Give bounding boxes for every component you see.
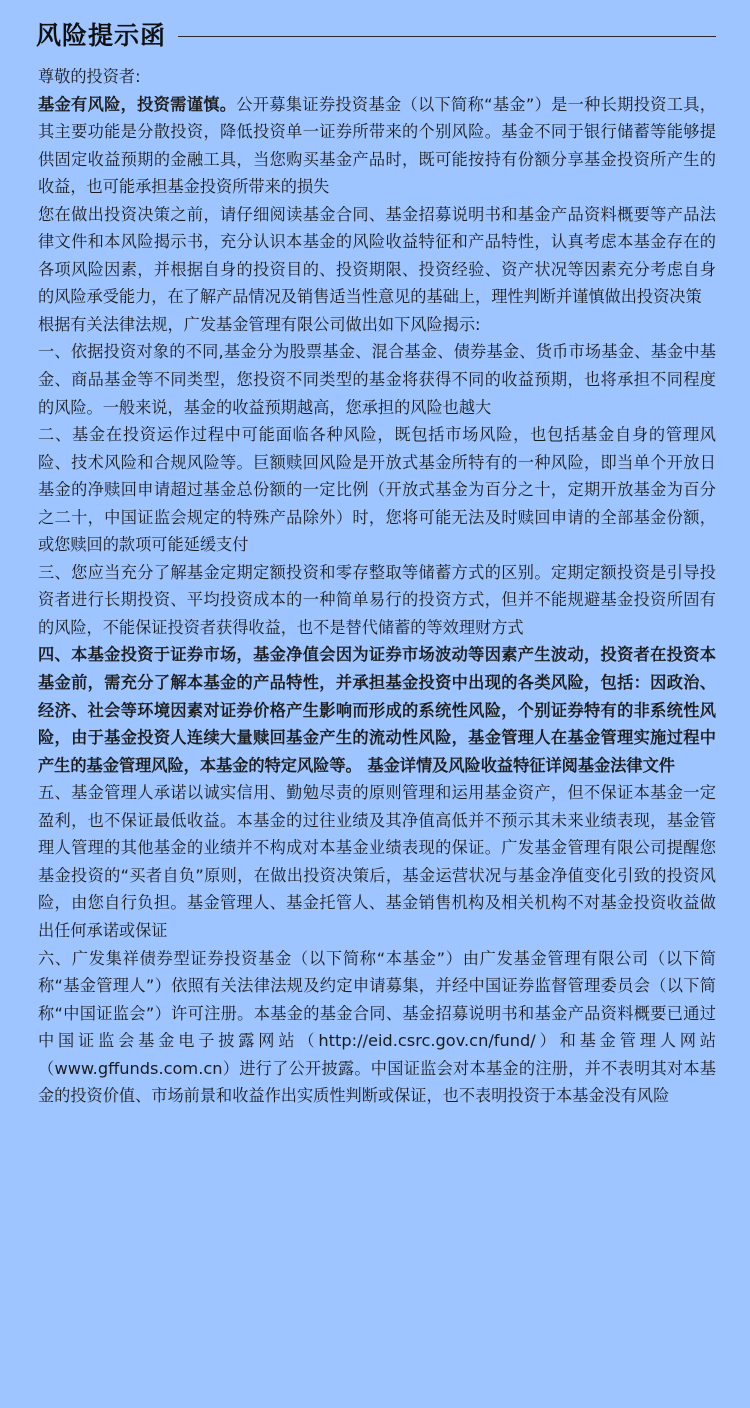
risk-item-4: 四、本基金投资于证券市场，基金净值会因为证券市场波动等因素产生波动，投资者在投资本基金前，需充分了解本基金的产品特性，并承担基金投资中出现的各类风险，包括：因政治、经济、社会等环境因素对证券价格产生影响而形成的系统性风险，个别证券特有的非系统性风险，由于基金投资人连续大量赎回基金产生的流动性风险，基金管理人在基金管理实施过程中产生的基金管理风险，本基金的特定风险等。 基金详情及风险收益特征详阅基金法律文件 [38, 645, 716, 775]
intro-paragraph [38, 91, 716, 201]
page-title: 风险提示函 [36, 21, 167, 50]
risk-item-6: 六、广发集祥债券型证券投资基金（以下简称“本基金”）由广发基金管理有限公司（以下简称“基金管理人”）依照有关法律法规及约定申请募集，并经中国证券监督管理委员会（以下简称“中国证监会”）许可注册。本基金的基金合同、基金招募说明书和基金产品资料概要已通过中国证监会基金电子披露网站（http://eid.csrc.gov.cn/fund/）和基金管理人网站（www.gffunds.com.cn）进行了公开披露。中国证监会对本基金的注册，并不表明其对本基金的投资价值、市场前景和收益作出实质性判断或保证，也不表明投资于本基金没有风险 [38, 948, 716, 1106]
risk-item-1: 一、依据投资对象的不同,基金分为股票基金、混合基金、债券基金、货币市场基金、基金中基金、商品基金等不同类型，您投资不同类型的基金将获得不同的收益预期，也将承担不同程度的风险。一般来说，基金的收益预期越高，您承担的风险也越大 [38, 342, 716, 417]
risk-item-3: 三、您应当充分了解基金定期定额投资和零存整取等储蓄方式的区别。定期定额投资是引导投资者进行长期投资、平均投资成本的一种简单易行的投资方式，但并不能规避基金投资所固有的风险，不能保证投资者获得收益，也不是替代储蓄的等效理财方式 [38, 562, 716, 637]
risk-item-2: 二、基金在投资运作过程中可能面临各种风险，既包括市场风险，也包括基金自身的管理风险、技术风险和合规风险等。巨额赎回风险是开放式基金所特有的一种风险，即当单个开放日基金的净赎回申请超过基金总份额的一定比例（开放式基金为百分之十，定期开放基金为百分之二十，中国证监会规定的特殊产品除外）时，您将可能无法及时赎回申请的全部基金份额，或您赎回的款项可能延缓支付 [38, 425, 716, 555]
disclosure-intro: 根据有关法律法规，广发基金管理有限公司做出如下风险揭示: [38, 314, 481, 334]
letter-header [36, 14, 716, 54]
risk-item-5: 五、基金管理人承诺以诚实信用、勤勉尽责的原则管理和运用基金资产，但不保证本基金一定盈利，也不保证最低收益。本基金的过往业绩及其净值高低并不预示其未来业绩表现，基金管理人管理的其他基金的业绩并不构成对本基金业绩表现的保证。广发基金管理有限公司提醒您基金投资的“买者自负”原则，在做出投资决策后，基金运营状况与基金净值变化引致的投资风险，由您自行负担。基金管理人、基金托管人、基金销售机构及相关机构不对基金投资收益做出任何承诺或保证 [38, 783, 716, 940]
decision-paragraph: 您在做出投资决策之前，请仔细阅读基金合同、基金招募说明书和基金产品资料概要等产品法律文件和本风险揭示书，充分认识本基金的风险收益特征和产品特性，认真考虑本基金存在的各项风险因素，并根据自身的投资目的、投资期限、投资经验、资产状况等因素充分考虑自身的风险承受能力，在了解产品情况及销售适当性意见的基础上，理性判断并谨慎做出投资决策 [38, 204, 716, 307]
intro-lead: 基金有风险，投资需谨慎。 [38, 94, 237, 114]
greeting: 尊敬的投资者: [38, 67, 141, 86]
title-divider [178, 36, 716, 37]
letter-body [38, 63, 716, 1110]
intro-text: 公开募集证券投资基金（以下简称“基金”）是一种长期投资工具，其主要功能是分散投资，降低投资单一证券所带来的个别风险。基金不同于银行储蓄等能够提供固定收益预期的金融工具，当您购买基金产品时，既可能按持有份额分享基金投资所产生的收益，也可能承担基金投资所带来的损失 [38, 94, 716, 197]
